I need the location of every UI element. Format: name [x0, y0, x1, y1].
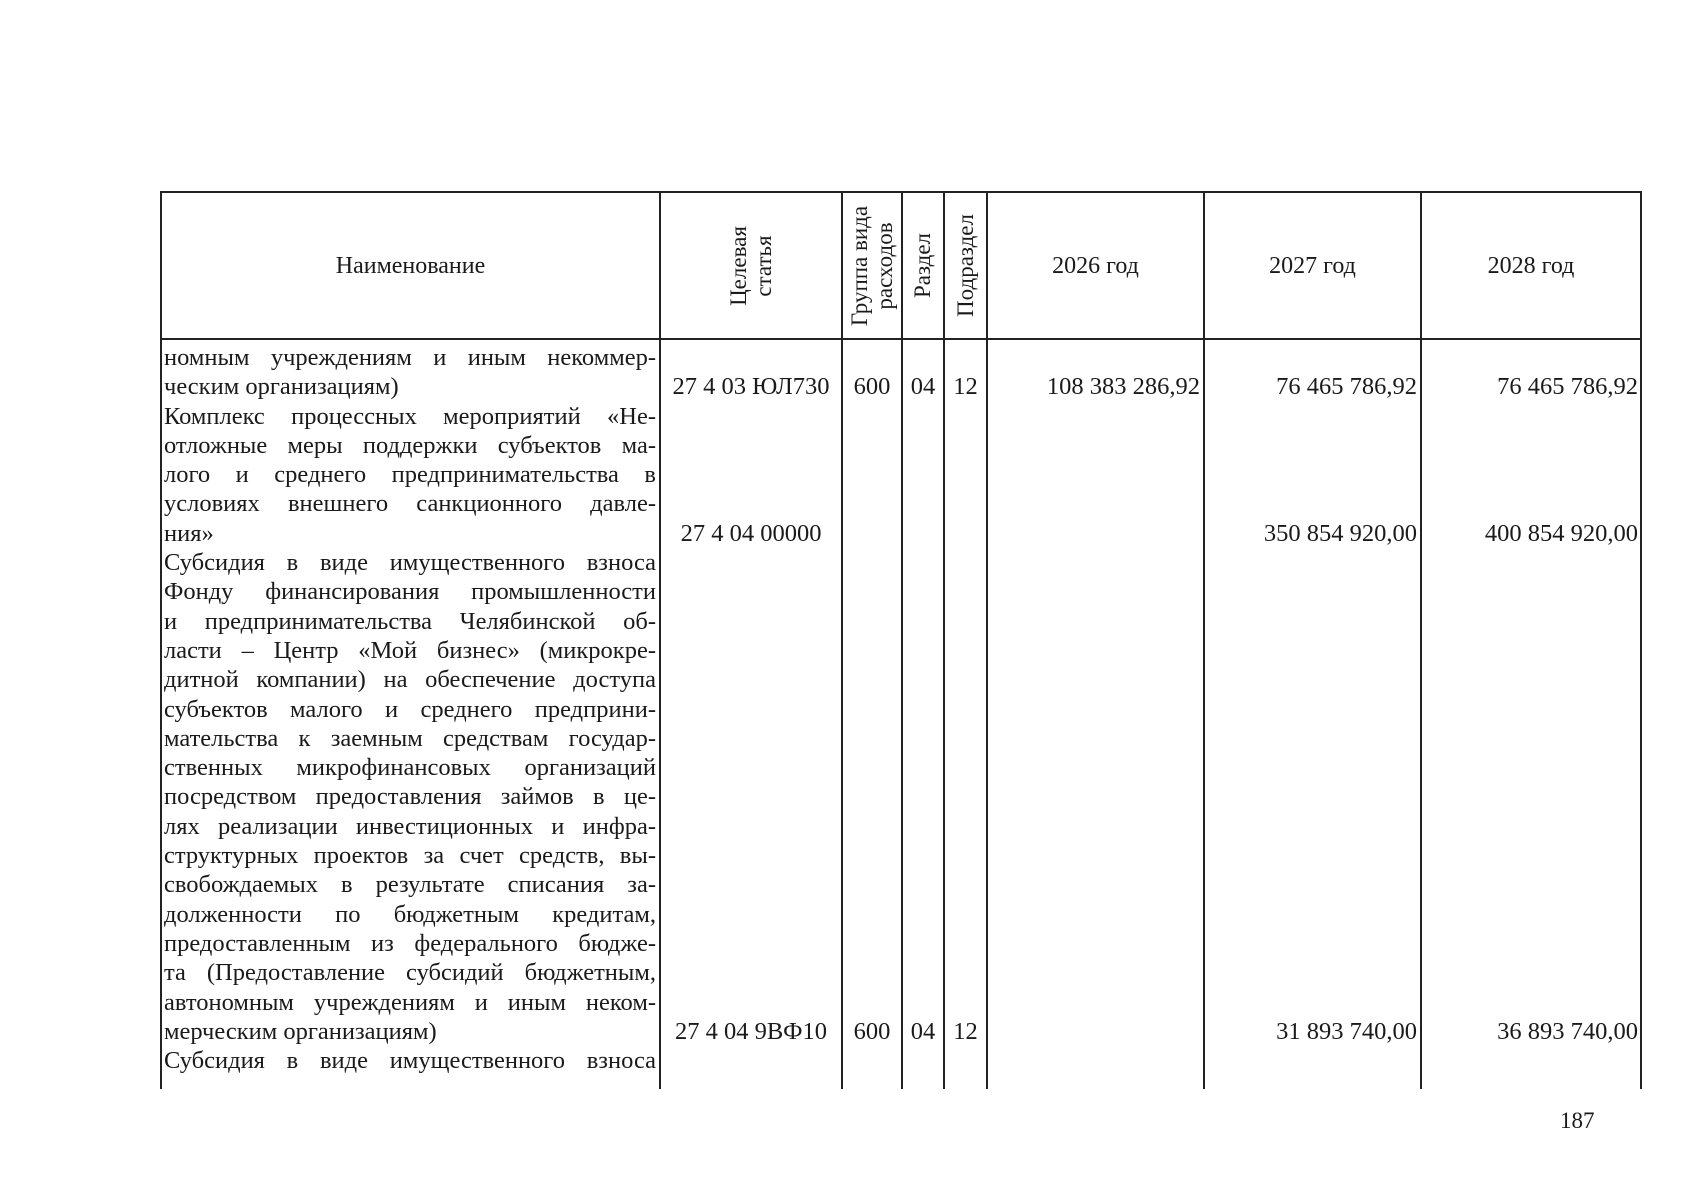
header-year-2026: [988, 193, 1203, 338]
row3-line: мерческим организациям): [164, 1017, 437, 1045]
row2-2028: 400 854 920,00: [1484, 520, 1638, 547]
row2-2027: 350 854 920,00: [1263, 520, 1417, 547]
row3-line: субъектов малого и среднего предприни-: [164, 695, 656, 723]
row2-line: ния»: [164, 519, 214, 547]
row3-subsection: 12: [953, 1018, 978, 1045]
row2-line: отложные меры поддержки субъектов ма-: [164, 431, 656, 459]
col-border-8: [1640, 191, 1642, 1089]
header-year-2027: [1205, 193, 1420, 338]
row3-line: долженности по бюджетным кредитам,: [164, 900, 656, 928]
row3-line: посредством предоставления займов в це-: [164, 783, 656, 811]
row1-subsection: 12: [953, 373, 978, 400]
row1-group: 600: [853, 373, 891, 400]
header-section: [903, 193, 943, 338]
row3-line: автономным учреждениям и иным неком-: [164, 988, 656, 1016]
header-name: [162, 193, 659, 338]
header-expense-group: [843, 193, 901, 338]
header-year-2027-text: 2027 год: [1269, 252, 1356, 279]
row3-2028: 36 893 740,00: [1497, 1018, 1638, 1045]
row3-2027: 31 893 740,00: [1276, 1018, 1417, 1045]
row1-line: номным учреждениям и иным некоммер-: [164, 344, 656, 371]
row2-line: лого и среднего предпринимательства в: [164, 461, 656, 489]
row3-line: дитной компании) на обеспечение доступа: [164, 666, 656, 694]
row3-line: Фонду финансирования промышленности: [164, 578, 656, 606]
row1-2028: 76 465 786,92: [1497, 373, 1638, 400]
row4-line: Субсидия в виде имущественного взноса: [164, 1047, 656, 1075]
header-expense-group-line1: Группа вида: [847, 205, 873, 326]
row3-group: 600: [853, 1018, 891, 1045]
row2-line: Комплекс процессных мероприятий «Не-: [164, 402, 656, 430]
header-subsection: [945, 193, 986, 338]
header-target-article-line1: Целевая: [725, 225, 751, 306]
budget-table: [160, 191, 1642, 1089]
row3-line: мательства к заемным средствам государ-: [164, 724, 656, 752]
header-expense-group-text: [847, 205, 897, 325]
row3-line: та (Предоставление субсидий бюджетным,: [164, 959, 656, 987]
row3-line: ласти – Центр «Мой бизнес» (микрокре-: [164, 636, 656, 664]
header-target-article: [661, 193, 841, 338]
header-subsection-text: Подраздел: [953, 214, 979, 317]
row1-code: 27 4 03 ЮЛ730: [672, 373, 830, 400]
header-year-2028: [1422, 193, 1640, 338]
row3-line: и предпринимательства Челябинской об-: [164, 607, 656, 635]
row3-line: ственных микрофинансовых организаций: [164, 754, 656, 782]
row3-code: 27 4 04 9ВФ10: [674, 1018, 828, 1045]
header-name-text: Наименование: [335, 252, 486, 279]
row1-section: 04: [910, 373, 936, 400]
row3-line: предоставленным из федерального бюдже-: [164, 929, 656, 957]
row2-code: 27 4 04 00000: [680, 520, 822, 547]
page-number: 187: [1560, 1108, 1595, 1133]
row3-line: Субсидия в виде имущественного взноса: [164, 549, 656, 577]
row3-section: 04: [910, 1018, 936, 1045]
header-target-article-line2: статья: [750, 234, 776, 297]
header-expense-group-line2: расходов: [872, 221, 898, 310]
row3-line: лях реализации инвестиционных и инфра-: [164, 812, 656, 840]
name-column: [164, 343, 656, 1075]
header-section-text: Раздел: [910, 232, 936, 299]
row1-line: ческим организациям): [164, 373, 399, 401]
row3-line: свобождаемых в результате списания за-: [164, 871, 656, 899]
row1-2026: 108 383 286,92: [1046, 373, 1200, 400]
row2-line: условиях внешнего санкционного давле-: [164, 490, 656, 518]
row1-2027: 76 465 786,92: [1276, 373, 1417, 400]
header-target-article-text: [726, 226, 776, 306]
row3-line: структурных проектов за счет средств, вы-: [164, 842, 656, 870]
header-year-2028-text: 2028 год: [1487, 252, 1575, 279]
header-year-2026-text: 2026 год: [1052, 252, 1139, 279]
